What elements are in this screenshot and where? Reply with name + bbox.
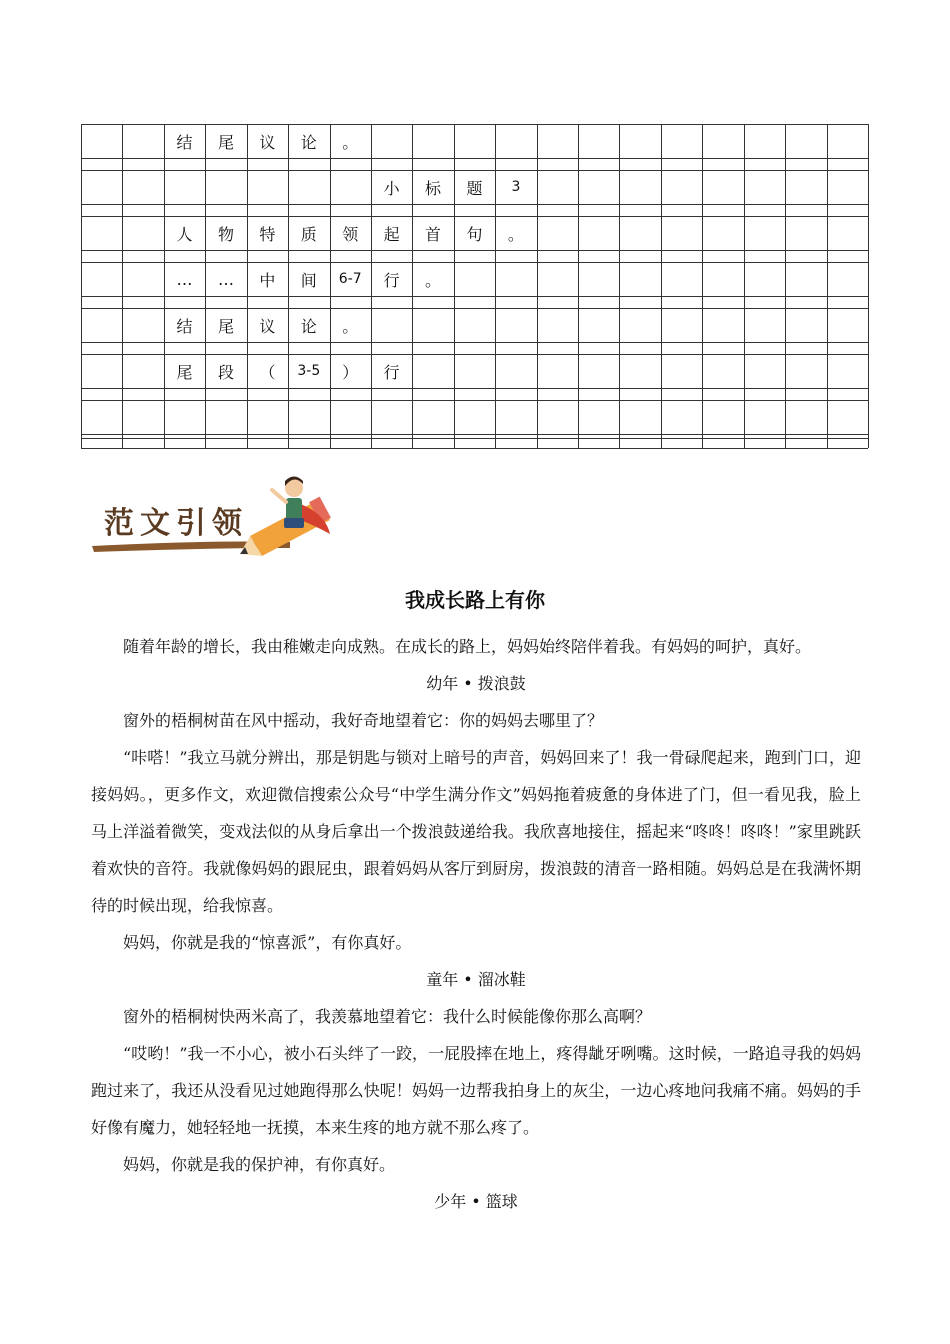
grid-cell: 论: [300, 132, 317, 152]
grid-cell: 。: [342, 316, 359, 336]
grid-hline: [81, 342, 868, 343]
paragraph: “咔嗒！”我立马就分辨出，那是钥匙与锁对上暗号的声音，妈妈回来了！我一骨碌爬起来，跑到门口，迎接妈妈。，更多作文，欢迎微信搜索公众号“中学生满分作文”妈妈拖着疲惫的身体进了门，但一看见我，脸上马上洋溢着微笑，变戏法似的从身后拿出一个拨浪鼓递给我。我欣喜地接住，摇起来“咚咚！咚咚！”家里跳跃着欢快的音符。我就像妈妈的跟屁虫，跟着妈妈从客厅到厨房，拨浪鼓的清音一路相随。妈妈总是在我满怀期待的时候出现，给我惊喜。: [91, 748, 861, 915]
grid-cell: 物: [217, 224, 234, 244]
writing-grid: [81, 124, 868, 448]
grid-cell: 间: [300, 270, 317, 290]
grid-cell: ）: [342, 362, 359, 382]
grid-cell: 小: [383, 178, 400, 198]
paragraph: 妈妈，你就是我的“惊喜派”，有你真好。: [123, 933, 412, 952]
paragraph: 窗外的梧桐树苗在风中摇动，我好奇地望着它：你的妈妈去哪里了？: [123, 711, 604, 730]
paragraph: “哎哟！”我一不小心，被小石头绊了一跤，一屁股摔在地上，疼得龇牙咧嘴。这时候，一路追寻我的妈妈跑过来了，我还从没看见过她跑得那么快呢！妈妈一边帮我拍身上的灰尘，一边心疼地问我痛不痛。妈妈的手好像有魔力，她轻轻地一抚摸，本来生疼的地方就不那么疼了。: [91, 1044, 861, 1137]
grid-cell: 质: [300, 224, 317, 244]
article-title: 我成长路上有你: [405, 588, 545, 612]
grid-cell: 尾: [217, 132, 234, 152]
grid-hline: [81, 158, 868, 159]
grid-cell: 论: [300, 316, 317, 336]
grid-cell: 议: [259, 132, 276, 152]
grid-hline: [81, 354, 868, 355]
grid-cell: 行: [383, 362, 400, 382]
grid-cell: 结: [176, 316, 193, 336]
grid-vline: [868, 124, 869, 448]
grid-cell: 结: [176, 132, 193, 152]
grid-cell: 句: [466, 224, 483, 244]
grid-hline: [81, 262, 868, 263]
grid-cell: 中: [259, 270, 276, 290]
grid-cell: 段: [217, 362, 234, 382]
grid-hline: [81, 388, 868, 389]
grid-cell: 6-7: [338, 271, 362, 287]
paragraph: 窗外的梧桐树快两米高了，我羡慕地望着它：我什么时候能像你那么高啊？: [123, 1007, 652, 1026]
grid-cell: 领: [342, 224, 359, 244]
grid-hline: [81, 216, 868, 217]
grid-hline: [81, 438, 868, 439]
grid-hline: [81, 124, 868, 125]
grid-hline: [81, 250, 868, 251]
grid-cell: 题: [466, 178, 483, 198]
grid-cell: 标: [425, 178, 442, 198]
section-subtitle: 幼年 • 拨浪鼓: [426, 674, 526, 693]
grid-cell: 。: [342, 132, 359, 152]
grid-cell: 尾: [217, 316, 234, 336]
grid-hline: [81, 448, 868, 449]
section-subtitle: 少年 • 篮球: [434, 1192, 518, 1211]
grid-cell: （: [259, 362, 276, 382]
grid-cell: 首: [425, 224, 442, 244]
grid-cell: …: [176, 269, 193, 289]
grid-hline: [81, 204, 868, 205]
banner-label: 范文引领: [104, 506, 248, 541]
section-subtitle: 童年 • 溜冰鞋: [426, 970, 526, 989]
grid-cell: 尾: [176, 362, 193, 382]
grid-hline: [81, 170, 868, 171]
paragraph: 随着年龄的增长，我由稚嫩走向成熟。在成长的路上，妈妈始终陪伴着我。有妈妈的呵护，真好。: [123, 637, 812, 656]
grid-hline: [81, 308, 868, 309]
grid-cell: 特: [259, 224, 276, 244]
grid-cell: 3-5: [297, 363, 321, 379]
grid-hline: [81, 296, 868, 297]
grid-cell: 议: [259, 316, 276, 336]
paragraph: 妈妈，你就是我的保护神，有你真好。: [123, 1155, 396, 1174]
grid-cell: 行: [383, 270, 400, 290]
grid-cell: 。: [425, 270, 442, 290]
grid-cell: 。: [507, 224, 524, 244]
article-body: [91, 628, 861, 1220]
grid-cell: 起: [383, 224, 400, 244]
grid-cell: 3: [511, 179, 521, 195]
grid-hline: [81, 400, 868, 401]
grid-cell: …: [217, 269, 234, 289]
grid-cell: 人: [176, 224, 193, 244]
grid-hline: [81, 434, 868, 435]
